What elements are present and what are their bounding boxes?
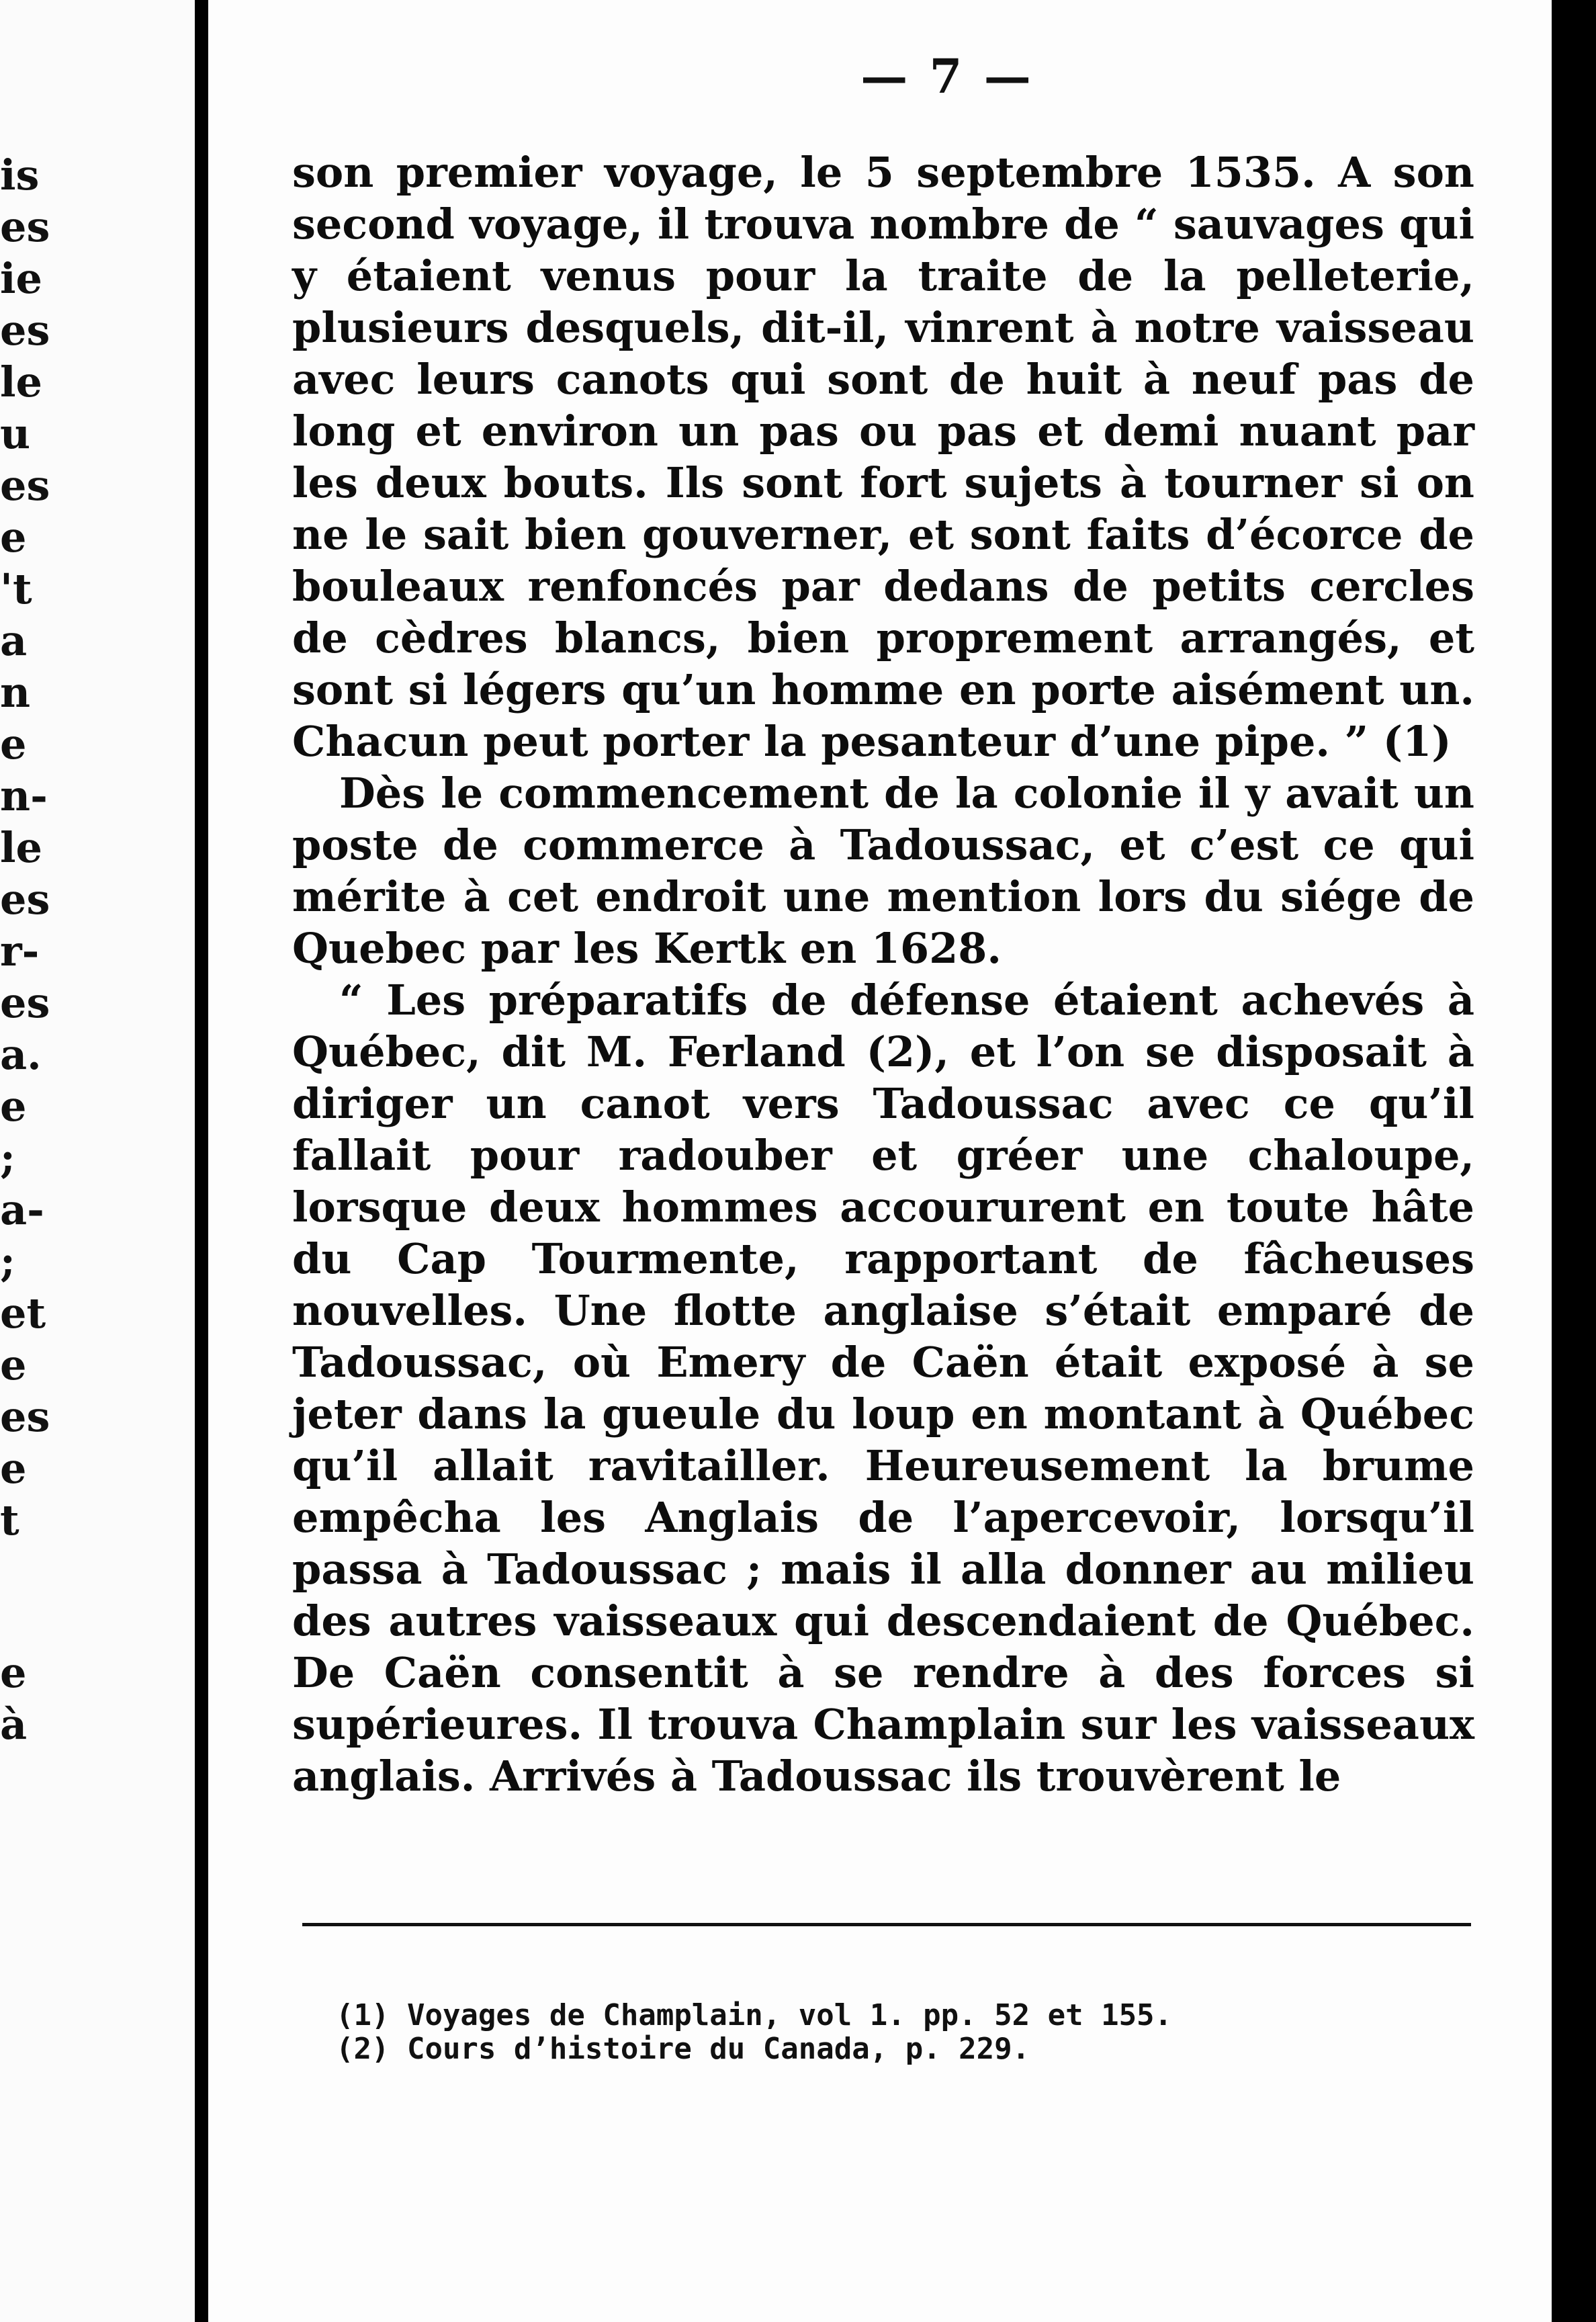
left-page-fragment: es	[0, 202, 50, 251]
left-page-fragment: le	[0, 823, 42, 872]
left-page-fragment: e	[0, 1082, 27, 1131]
left-page-fragment: e	[0, 1444, 27, 1493]
left-page-fragment: r-	[0, 927, 40, 976]
left-page-fragment: ie	[0, 254, 42, 303]
left-page-fragment: à	[0, 1700, 28, 1749]
left-page-fragment: n	[0, 668, 31, 717]
footnote-rule	[302, 1923, 1471, 1926]
footnote: (2) Cours d’histoire du Canada, p. 229.	[336, 2032, 1030, 2066]
page-number: — 7 —	[860, 48, 1034, 104]
left-page-fragment: e	[0, 1340, 27, 1389]
left-page-fragment: a	[0, 616, 28, 665]
book-page	[208, 0, 1552, 2322]
right-page-edge	[1552, 0, 1596, 2322]
left-page-fragment: u	[0, 409, 31, 458]
left-page-fragment: et	[0, 1289, 46, 1338]
paragraph: “ Les préparatifs de défense étaient achevés à Québec, dit M. Ferland (2), et l’on se disposait à diriger un canot vers Tadoussac avec ce qu’il fallait pour radouber et gréer une chaloupe, lorsque deux hommes accoururent en toute hâte du Cap Tourmente, rapportant de fâcheuses nouvelles. Une flotte anglaise s’était emparé de Tadoussac, où Emery de Caën était exposé à se jeter dans la gueule du loup en montant à Québec qu’il allait ravitailler. Heureusement la brume empêcha les Anglais de l’apercevoir, lorsqu’il passa à Tadoussac ; mais il alla donner au milieu des autres vaisseaux qui descendaient de Québec. De Caën consentit à se rendre à des forces si supérieures. Il trouva Champlain sur les vaisseaux anglais. Arrivés à Tadoussac ils trouvèrent le	[292, 976, 1474, 1801]
body-text	[292, 146, 1474, 1802]
left-page-fragment: is	[0, 150, 40, 200]
left-page-fragment: a-	[0, 1185, 44, 1234]
left-page-fragment: a.	[0, 1030, 42, 1079]
left-page-fragment: e	[0, 720, 27, 769]
left-page-fragment: 't	[0, 564, 32, 613]
left-page-fragment: t	[0, 1496, 19, 1545]
left-page-margin	[0, 0, 195, 2322]
left-page-fragment: es	[0, 1392, 50, 1441]
left-page-fragment: es	[0, 461, 50, 510]
footnote: (1) Voyages de Champlain, vol 1. pp. 52 et 155.	[336, 1998, 1173, 2032]
left-page-fragment: e	[0, 1648, 27, 1697]
paragraph: Dès le commencement de la colonie il y avait un poste de commerce à Tadoussac, et c’est ce qui mérite à cet endroit une mention lors du siége de Quebec par les Kertk en 1628.	[292, 769, 1474, 973]
left-page-fragment: n-	[0, 771, 48, 820]
left-page-fragment: ;	[0, 1237, 15, 1286]
paragraph: son premier voyage, le 5 septembre 1535. A son second voyage, il trouva nombre de “ sauvages qui y étaient venus pour la traite de la pelleterie, plusieurs desquels, dit-il, vinrent à notre vaisseau avec leurs canots qui sont de huit à neuf pas de long et environ un pas ou pas et demi nuant par les deux bouts. Ils sont fort sujets à tourner si on ne le sait bien gouverner, et sont faits d’écorce de bouleaux renfoncés par dedans de petits cercles de cèdres blancs, bien proprement arrangés, et sont si légers qu’un homme en porte aisément un. Chacun peut porter la pesanteur d’une pipe. ” (1)	[292, 148, 1474, 766]
left-page-fragment: le	[0, 357, 42, 406]
left-page-fragment: es	[0, 978, 50, 1027]
left-page-fragment: e	[0, 513, 27, 562]
left-page-fragment: es	[0, 875, 50, 924]
book-gutter	[195, 0, 208, 2322]
left-page-fragment: ;	[0, 1133, 15, 1182]
left-page-fragment: es	[0, 306, 50, 355]
footnotes	[336, 1999, 1411, 2066]
